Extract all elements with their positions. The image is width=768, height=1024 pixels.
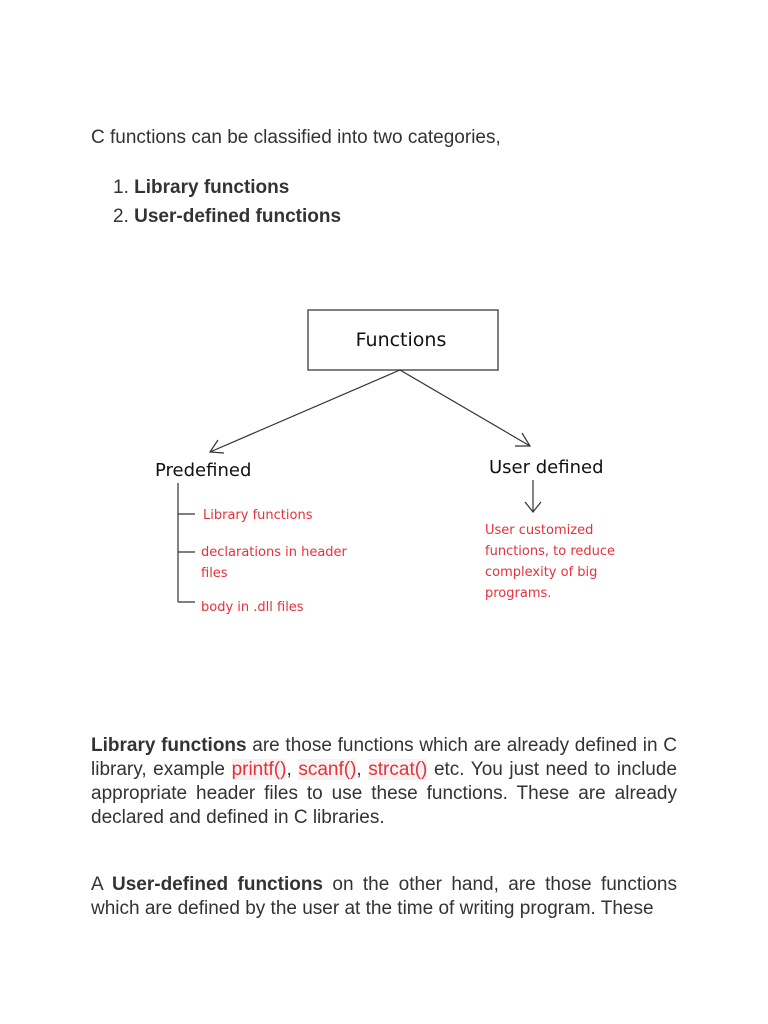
list-item <box>113 202 341 231</box>
predefined-item: body in .dll files <box>201 600 304 615</box>
para-text: are those functions which are already defined in C library, example <box>91 735 677 780</box>
root-label: Functions <box>355 329 447 351</box>
para-text: on the other hand, are those functions which are defined by the user at the time of writing program. These <box>91 874 677 919</box>
library-functions-paragraph <box>91 734 677 830</box>
para-sep: , <box>356 759 369 780</box>
para-text: etc. You just need to include appropriate header files to use these functions. These are already declared and defined in C libraries. <box>91 759 678 828</box>
user-defined-note: functions, to reduce <box>485 544 616 559</box>
intro-text: C functions can be classified into two categories, <box>91 127 501 148</box>
user-defined-label: User defined <box>489 457 604 478</box>
right-arrow-line <box>400 370 530 446</box>
list-number: 1. <box>113 177 129 198</box>
user-defined-paragraph <box>91 873 677 921</box>
predefined-item: declarations in header <box>201 545 347 560</box>
category-list <box>113 173 341 231</box>
user-defined-note: User customized <box>485 523 594 538</box>
para-text: A <box>91 874 112 895</box>
code-scanf: scanf() <box>298 759 357 780</box>
list-label: Library functions <box>134 177 290 198</box>
left-arrow-line <box>210 370 400 452</box>
list-label: User-defined functions <box>134 206 342 227</box>
predefined-item: Library functions <box>203 508 313 523</box>
list-item <box>113 173 341 202</box>
user-defined-note: complexity of big <box>485 565 598 580</box>
functions-diagram <box>0 290 768 630</box>
para-bold: Library functions <box>91 735 247 756</box>
code-strcat: strcat() <box>368 759 428 780</box>
predefined-label: Predefined <box>155 460 252 481</box>
para-bold: User-defined functions <box>112 874 323 895</box>
user-defined-note: programs. <box>485 586 552 601</box>
code-printf: printf() <box>231 759 287 780</box>
predefined-item: files <box>201 566 228 581</box>
para-sep: , <box>286 759 299 780</box>
list-number: 2. <box>113 206 129 227</box>
